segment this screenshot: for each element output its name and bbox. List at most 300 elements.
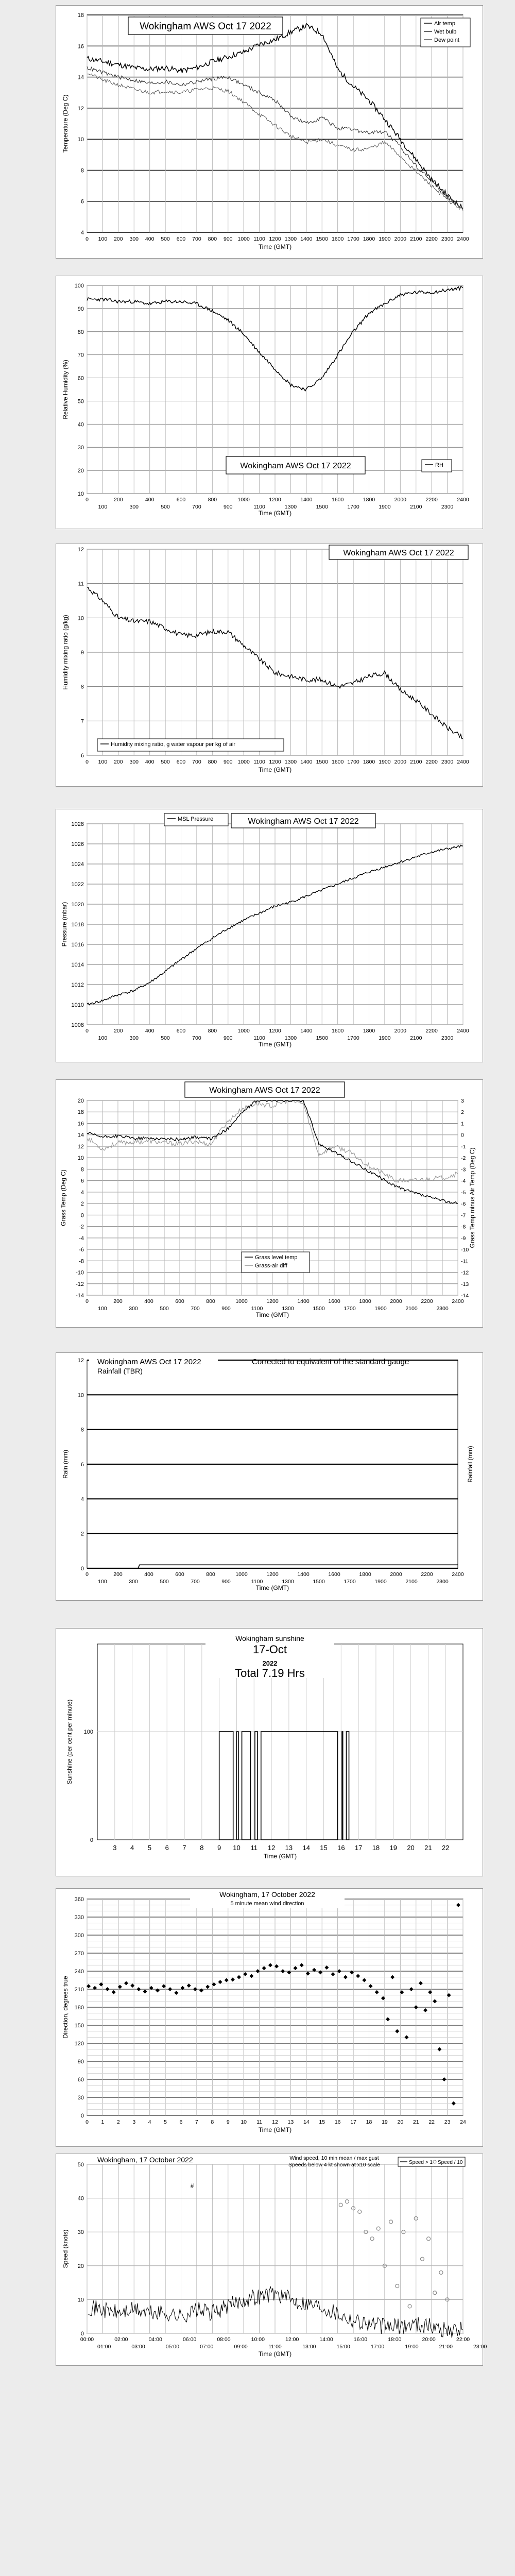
x-tick-label: 1300	[284, 759, 297, 765]
x-tick-label: 900	[221, 1306, 231, 1312]
x-tick-label: 09:00	[234, 2344, 248, 2350]
y-right-tick-label: -14	[461, 1293, 469, 1299]
y-tick-label: 0	[80, 2113, 84, 2119]
mixing-ratio-chart	[56, 544, 483, 787]
y-tick-label: 90	[77, 306, 84, 312]
y-tick-label: 180	[74, 2005, 84, 2011]
x-tick-label: 7	[182, 1844, 186, 1852]
x-tick-label: 1500	[313, 1306, 325, 1312]
wind-direction-chart-svg	[56, 1889, 483, 2146]
x-tick-label: 2000	[390, 1571, 402, 1578]
x-tick-label: 20	[397, 2119, 404, 2125]
x-tick-label: 0	[85, 236, 89, 242]
x-tick-label: 14	[302, 1844, 310, 1852]
y-tick-label: -2	[79, 1224, 84, 1230]
pressure-chart-svg	[56, 809, 483, 1062]
x-tick-label: 2000	[394, 497, 407, 503]
x-tick-label: 1100	[253, 759, 265, 765]
x-tick-label: 1700	[347, 236, 359, 242]
x-tick-label: 1000	[237, 1028, 250, 1034]
x-tick-label: 500	[161, 236, 170, 242]
x-tick-label: 1500	[313, 1579, 325, 1585]
x-tick-label: 1000	[237, 497, 250, 503]
sunshine-chart-svg	[56, 1629, 483, 1876]
x-tick-label: 1600	[331, 236, 344, 242]
x-tick-label: 1100	[253, 504, 265, 510]
x-tick-label: 2400	[457, 1028, 469, 1034]
x-tick-label: 600	[176, 236, 186, 242]
y-tick-label: 2	[80, 1201, 84, 1208]
x-tick-label: 21	[413, 2119, 419, 2125]
x-tick-label: 100	[98, 504, 108, 510]
x-tick-label: 1600	[331, 1028, 344, 1034]
y-tick-label: 9	[80, 650, 84, 656]
y-right-tick-label: -9	[461, 1235, 466, 1242]
x-tick-label: 2100	[405, 1306, 418, 1312]
x-tick-label: 10	[241, 2119, 247, 2125]
y-right-axis-label: Rainfall (mm)	[467, 1446, 474, 1483]
x-tick-label: 1700	[347, 759, 359, 765]
legend-item: MSL Pressure	[178, 816, 214, 822]
x-tick-label: 1700	[344, 1579, 356, 1585]
x-tick-label: 4	[148, 2119, 151, 2125]
x-tick-label: 700	[192, 504, 201, 510]
y-tick-label: 50	[77, 2162, 84, 2168]
y-axis-label: Rain (mm)	[62, 1450, 69, 1479]
x-tick-label: 1800	[363, 236, 375, 242]
x-tick-label: 300	[129, 504, 139, 510]
x-axis-label: Time (GMT)	[258, 2350, 292, 2358]
mixing-ratio-chart-svg	[56, 544, 483, 786]
y-tick-label: 0	[80, 2331, 84, 2337]
y-right-tick-label: -5	[461, 1189, 466, 1196]
y-tick-label: 14	[77, 74, 84, 81]
x-tick-label: 1100	[253, 236, 265, 242]
x-tick-label: 300	[129, 759, 139, 765]
x-tick-label: 1200	[269, 497, 281, 503]
temperature-chart-svg	[56, 6, 483, 258]
y-tick-label: 6	[80, 753, 84, 759]
x-tick-label: 17	[354, 1844, 363, 1852]
x-tick-label: 700	[192, 236, 201, 242]
x-tick-label: 500	[160, 1579, 169, 1585]
y-tick-label: 4	[80, 1496, 84, 1503]
y-right-tick-label: 3	[461, 1098, 464, 1104]
x-tick-label: 9	[217, 1844, 221, 1852]
y-tick-label: 270	[74, 1951, 84, 1957]
y-tick-label: 12	[77, 1143, 84, 1150]
x-tick-label: 400	[145, 497, 154, 503]
x-tick-label: 13	[287, 2119, 294, 2125]
x-tick-label: 900	[221, 1579, 231, 1585]
y-tick-label: 6	[80, 1462, 84, 1468]
y-tick-label: -4	[79, 1235, 84, 1242]
y-tick-label: 4	[80, 1189, 84, 1196]
x-axis-label: Time (GMT)	[258, 1041, 292, 1048]
x-tick-label: 400	[145, 236, 154, 242]
y-right-tick-label: -4	[461, 1178, 466, 1184]
x-tick-label: 16:00	[353, 2336, 368, 2343]
y-tick-label: 12	[77, 547, 84, 553]
x-tick-label: 2300	[441, 236, 454, 242]
x-tick-label: 1200	[266, 1298, 279, 1304]
x-tick-label: 1900	[379, 1035, 391, 1041]
y-tick-label: 10	[77, 1155, 84, 1162]
y-tick-label: 210	[74, 1987, 84, 1993]
x-tick-label: 1000	[237, 759, 250, 765]
x-tick-label: 100	[98, 1035, 108, 1041]
x-tick-label: 1400	[300, 1028, 313, 1034]
chart-total: Total 7.19 Hrs	[235, 1667, 305, 1680]
x-tick-label: 23	[444, 2119, 451, 2125]
x-tick-label: 1400	[300, 759, 313, 765]
x-tick-label: 300	[129, 1579, 138, 1585]
y-tick-label: 1026	[71, 841, 84, 848]
x-tick-label: 1600	[331, 497, 344, 503]
x-tick-label: 2300	[436, 1306, 449, 1312]
y-tick-label: 100	[74, 283, 84, 289]
x-tick-label: 1100	[251, 1306, 263, 1312]
y-tick-label: 4	[80, 230, 84, 236]
y-tick-label: 60	[77, 2077, 84, 2083]
x-tick-label: 19	[389, 1844, 397, 1852]
y-tick-label: 30	[77, 445, 84, 451]
x-tick-label: 08:00	[217, 2336, 231, 2343]
x-tick-label: 1000	[235, 1298, 248, 1304]
x-tick-label: 800	[206, 1571, 215, 1578]
legend-item: Speed / 10	[438, 2160, 463, 2165]
x-tick-label: 23:00	[473, 2344, 487, 2350]
wind-speed-chart-svg	[56, 2154, 487, 2365]
x-tick-label: 300	[129, 1035, 139, 1041]
x-tick-label: 16	[337, 1844, 345, 1852]
x-tick-label: 900	[223, 236, 233, 242]
x-tick-label: 2200	[425, 759, 438, 765]
x-tick-label: 1700	[344, 1306, 356, 1312]
y-tick-label: 10	[77, 2297, 84, 2303]
wind-direction-chart	[56, 1888, 483, 2147]
y-tick-label: 1016	[71, 942, 84, 948]
y-tick-label: 6	[80, 1178, 84, 1184]
x-tick-label: 03:00	[131, 2344, 145, 2350]
x-tick-label: 18:00	[388, 2336, 402, 2343]
x-tick-label: 0	[85, 1571, 89, 1578]
humidity-chart-svg	[56, 276, 483, 529]
x-tick-label: 100	[98, 1306, 107, 1312]
y-tick-label: 90	[77, 2059, 84, 2065]
x-tick-label: 600	[176, 497, 186, 503]
y-tick-label: 20	[77, 1098, 84, 1104]
x-tick-label: 1700	[347, 1035, 359, 1041]
x-tick-label: 1400	[297, 1571, 310, 1578]
x-tick-label: 2100	[410, 759, 422, 765]
x-tick-label: 5	[164, 2119, 167, 2125]
x-tick-label: 19	[382, 2119, 388, 2125]
x-tick-label: 300	[129, 236, 139, 242]
x-tick-label: 13	[285, 1844, 293, 1852]
chart-title: Wokingham AWS Oct 17 2022	[209, 1086, 320, 1095]
y-tick-label: -6	[79, 1247, 84, 1253]
x-tick-label: 800	[208, 497, 217, 503]
y-tick-label: 0	[80, 1566, 84, 1572]
y-tick-label: -8	[79, 1258, 84, 1265]
y-right-tick-label: 1	[461, 1121, 464, 1127]
y-right-tick-label: -11	[461, 1258, 469, 1265]
y-tick-label: 300	[74, 1933, 84, 1939]
y-tick-label: 120	[74, 2041, 84, 2047]
x-tick-label: 0	[85, 497, 89, 503]
x-tick-label: 400	[144, 1298, 153, 1304]
x-tick-label: 14	[303, 2119, 310, 2125]
y-tick-label: 1018	[71, 922, 84, 928]
chart-year: 2022	[262, 1659, 278, 1667]
y-tick-label: 2	[80, 1531, 84, 1537]
x-tick-label: 1500	[316, 504, 328, 510]
x-tick-label: 5	[147, 1844, 152, 1852]
x-tick-label: 800	[208, 1028, 217, 1034]
y-right-tick-label: -12	[461, 1269, 469, 1276]
x-tick-label: 2100	[410, 1035, 422, 1041]
y-tick-label: 8	[80, 1427, 84, 1433]
x-tick-label: 2200	[425, 236, 438, 242]
y-tick-label: 40	[77, 421, 84, 428]
x-tick-label: 900	[223, 1035, 233, 1041]
x-tick-label: 1500	[316, 759, 328, 765]
y-axis-label: Sunshine (per cent per minute)	[66, 1699, 73, 1785]
x-tick-label: 200	[113, 1298, 123, 1304]
x-tick-label: 1500	[316, 1035, 328, 1041]
y-tick-label: 10	[77, 615, 84, 622]
sunshine-chart	[56, 1628, 483, 1876]
x-tick-label: 200	[114, 1028, 123, 1034]
x-tick-label: 16	[334, 2119, 341, 2125]
y-right-tick-label: 0	[461, 1132, 464, 1139]
x-tick-label: 8	[200, 1844, 204, 1852]
x-tick-label: 12	[272, 2119, 278, 2125]
x-tick-label: 500	[161, 759, 170, 765]
chart-title: Wokingham AWS Oct 17 2022	[240, 461, 351, 470]
x-tick-label: 13:00	[302, 2344, 316, 2350]
chart-title: Wokingham AWS Oct 17 2022	[343, 548, 454, 557]
x-tick-label: 600	[175, 1571, 184, 1578]
humidity-chart	[56, 276, 483, 529]
chart-subtitle: Rainfall (TBR)	[97, 1367, 143, 1375]
chart-title: Wokingham sunshine	[235, 1634, 304, 1642]
y-tick-label: 10	[77, 491, 84, 497]
x-tick-label: 2000	[394, 236, 407, 242]
x-tick-label: 100	[98, 759, 108, 765]
x-tick-label: 06:00	[182, 2336, 197, 2343]
x-tick-label: 2200	[421, 1571, 433, 1578]
x-tick-label: 1200	[269, 759, 281, 765]
y-tick-label: 0	[90, 1837, 93, 1843]
y-axis-label: Pressure (mbar)	[61, 902, 68, 947]
chart-title: Wokingham AWS Oct 17 2022	[97, 1358, 201, 1366]
x-tick-label: 200	[114, 236, 123, 242]
y-tick-label: 10	[77, 137, 84, 143]
x-tick-label: 500	[161, 504, 170, 510]
y-tick-label: 30	[77, 2095, 84, 2101]
y-tick-label: 1024	[71, 861, 84, 868]
x-axis-label: Time (GMT)	[255, 1584, 289, 1591]
y-tick-label: 6	[80, 198, 84, 205]
pressure-chart	[56, 809, 483, 1062]
x-tick-label: 2200	[421, 1298, 433, 1304]
y-right-tick-label: 2	[461, 1109, 464, 1116]
x-tick-label: 11:00	[268, 2344, 282, 2350]
y-tick-label: 18	[77, 12, 84, 19]
x-tick-label: 02:00	[114, 2336, 128, 2343]
y-tick-label: 16	[77, 1121, 84, 1127]
y-tick-label: 1022	[71, 882, 84, 888]
x-tick-label: 6	[179, 2119, 183, 2125]
y-tick-label: 8	[80, 167, 84, 174]
y-right-tick-label: -3	[461, 1166, 466, 1173]
x-tick-label: 1300	[284, 504, 297, 510]
y-axis-label: Direction, degrees true	[62, 1976, 69, 2039]
x-tick-label: 2	[116, 2119, 120, 2125]
y-tick-label: 7	[80, 718, 84, 725]
x-tick-label: 1300	[282, 1306, 294, 1312]
x-tick-label: 1600	[331, 759, 344, 765]
y-axis-label: Relative Humidity (%)	[62, 360, 69, 419]
x-tick-label: 22:00	[456, 2336, 470, 2343]
x-tick-label: 1900	[374, 1579, 387, 1585]
x-tick-label: 21	[424, 1844, 432, 1852]
y-right-tick-label: -13	[461, 1281, 469, 1287]
grass-temp-chart-svg	[56, 1080, 483, 1327]
x-tick-label: 22	[441, 1844, 450, 1852]
x-tick-label: 2100	[405, 1579, 418, 1585]
x-tick-label: 1600	[328, 1298, 340, 1304]
x-tick-label: 2000	[390, 1298, 402, 1304]
chart-title: Wokingham, 17 October 2022	[97, 2156, 193, 2164]
y-tick-label: 8	[80, 684, 84, 690]
x-tick-label: 10	[233, 1844, 241, 1852]
y-right-tick-label: -8	[461, 1224, 466, 1230]
x-tick-label: 700	[191, 1579, 200, 1585]
chart-title: Wokingham AWS Oct 17 2022	[140, 21, 271, 32]
y-tick-label: 80	[77, 329, 84, 335]
x-tick-label: 200	[114, 497, 123, 503]
y-right-axis-label: Grass Temp minus Air Temp (Deg C)	[469, 1147, 476, 1248]
x-tick-label: 0	[85, 759, 89, 765]
x-tick-label: 18	[372, 1844, 380, 1852]
x-tick-label: 1300	[284, 1035, 297, 1041]
x-tick-label: 1400	[300, 497, 313, 503]
x-tick-label: 17:00	[370, 2344, 385, 2350]
x-tick-label: 2100	[410, 504, 422, 510]
legend-item: Speed > 1	[409, 2160, 433, 2165]
y-tick-label: -14	[76, 1293, 84, 1299]
x-tick-label: 11	[250, 1844, 258, 1852]
x-tick-label: 1300	[282, 1579, 294, 1585]
x-axis-label: Time (GMT)	[258, 510, 292, 517]
x-tick-label: 1400	[300, 236, 313, 242]
x-tick-label: 2300	[441, 1035, 454, 1041]
x-tick-label: 15:00	[336, 2344, 350, 2350]
x-tick-label: 9	[226, 2119, 230, 2125]
x-tick-label: 700	[192, 1035, 201, 1041]
x-tick-label: 1800	[363, 497, 375, 503]
x-tick-label: 100	[98, 1579, 107, 1585]
y-tick-label: 1028	[71, 821, 84, 827]
x-tick-label: 1800	[359, 1298, 371, 1304]
x-axis-label: Time (GMT)	[255, 1311, 289, 1318]
x-tick-label: 8	[211, 2119, 214, 2125]
y-tick-label: -12	[76, 1281, 84, 1287]
x-tick-label: 19:00	[405, 2344, 419, 2350]
x-tick-label: 2200	[425, 1028, 438, 1034]
legend-item: Humidity mixing ratio, g water vapour per kg of air	[111, 741, 236, 748]
chart-title: Wokingham, 17 October 2022	[219, 1890, 315, 1899]
x-tick-label: 7	[195, 2119, 198, 2125]
x-tick-label: 1100	[253, 1035, 265, 1041]
x-tick-label: 0	[85, 1298, 89, 1304]
x-tick-label: 3	[132, 2119, 136, 2125]
x-tick-label: 2400	[457, 497, 469, 503]
x-tick-label: 900	[223, 504, 233, 510]
x-tick-label: 17	[350, 2119, 356, 2125]
x-tick-label: 2400	[452, 1571, 464, 1578]
y-tick-label: 1012	[71, 982, 84, 988]
x-tick-label: 14:00	[319, 2336, 333, 2343]
x-tick-label: 22	[428, 2119, 435, 2125]
legend-item: Dew point	[434, 37, 459, 43]
y-tick-label: 1020	[71, 902, 84, 908]
x-tick-label: 2000	[394, 759, 407, 765]
x-axis-label: Time (GMT)	[258, 243, 292, 250]
x-tick-label: 400	[145, 1028, 154, 1034]
x-tick-label: 1	[101, 2119, 105, 2125]
y-tick-label: 60	[77, 375, 84, 382]
x-tick-label: 1900	[379, 504, 391, 510]
y-tick-label: 20	[77, 2263, 84, 2269]
x-tick-label: 3	[113, 1844, 117, 1852]
y-tick-label: 1008	[71, 1022, 84, 1028]
rainfall-chart	[56, 1352, 483, 1601]
x-tick-label: 700	[192, 759, 201, 765]
y-tick-label: 240	[74, 1969, 84, 1975]
legend-item: Grass-air diff	[255, 1263, 287, 1269]
x-tick-label: 2200	[425, 497, 438, 503]
y-axis-label: Speed (knots)	[62, 2229, 69, 2268]
chart-note: Speeds below 4 kt shown at x10 scale	[288, 2162, 381, 2168]
x-tick-label: 2300	[441, 504, 454, 510]
y-tick-label: -10	[76, 1269, 84, 1276]
x-tick-label: 2400	[457, 759, 469, 765]
x-tick-label: 1800	[363, 759, 375, 765]
chart-subtitle: 5 minute mean wind direction	[230, 1901, 304, 1907]
y-tick-label: 8	[80, 1166, 84, 1173]
y-tick-label: 16	[77, 43, 84, 50]
wind-speed-chart	[56, 2154, 487, 2366]
y-tick-label: 50	[77, 398, 84, 405]
y-tick-label: 360	[74, 1896, 84, 1903]
x-tick-label: 6	[165, 1844, 169, 1852]
x-tick-label: 1200	[269, 1028, 281, 1034]
x-tick-label: 12	[267, 1844, 276, 1852]
y-tick-label: 11	[78, 581, 84, 587]
y-tick-label: 1010	[71, 1002, 84, 1008]
x-tick-label: 600	[175, 1298, 184, 1304]
rainfall-chart-svg	[56, 1353, 483, 1600]
y-right-tick-label: -2	[461, 1155, 466, 1162]
chart-note: Corrected to equivalent of the standard gauge	[252, 1358, 409, 1366]
x-tick-label: 500	[161, 1035, 170, 1041]
x-tick-label: 1100	[251, 1579, 263, 1585]
y-tick-label: 12	[77, 1358, 84, 1364]
